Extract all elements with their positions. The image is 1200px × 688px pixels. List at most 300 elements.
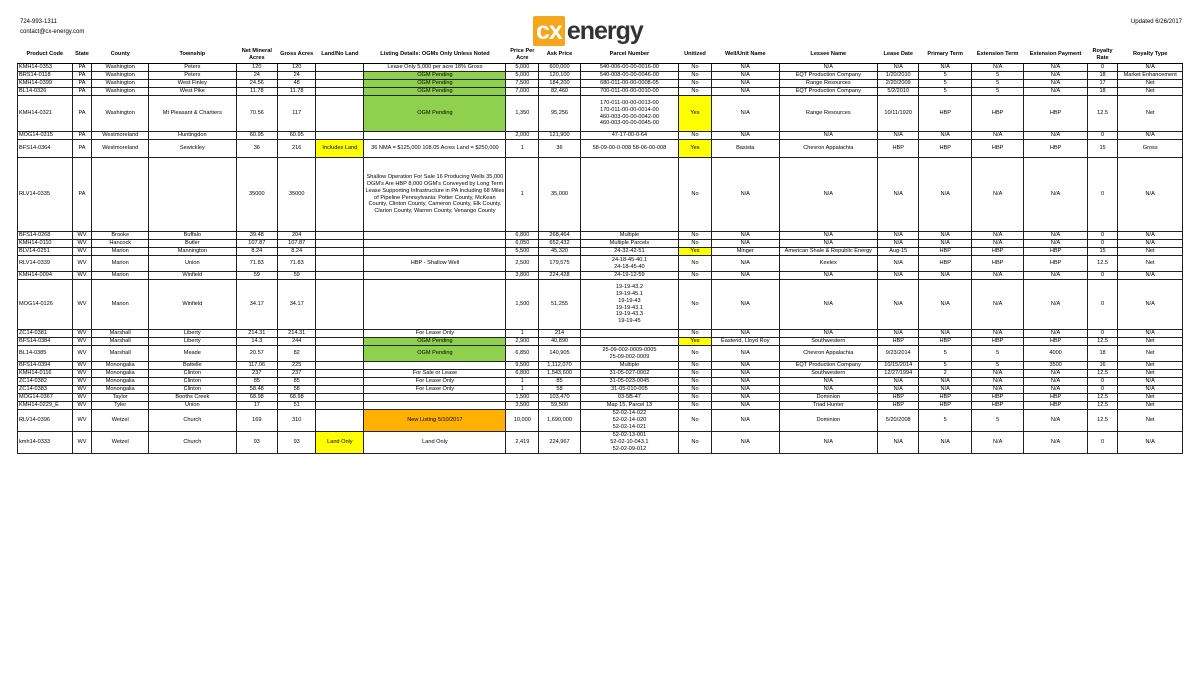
column-header: Township xyxy=(149,46,236,64)
table-cell: N/A xyxy=(1118,158,1183,232)
table-cell: Sewickley xyxy=(149,140,236,158)
table-cell: N/A xyxy=(877,378,919,386)
table-cell: N/A xyxy=(1118,378,1183,386)
table-cell: Yes xyxy=(679,338,712,346)
table-cell: Church xyxy=(149,432,236,454)
table-cell: N/A xyxy=(919,378,971,386)
table-cell: N/A xyxy=(711,410,779,432)
column-header: State xyxy=(72,46,92,64)
table-cell xyxy=(316,64,364,72)
table-cell: BRS14-0118 xyxy=(18,72,73,80)
table-cell: WV xyxy=(72,232,92,240)
table-cell xyxy=(316,346,364,362)
table-cell: N/A xyxy=(711,346,779,362)
table-cell: RLV14-0339 xyxy=(18,256,73,272)
column-header: Lease Date xyxy=(877,46,919,64)
table-cell: WV xyxy=(72,370,92,378)
table-cell: Monongalia xyxy=(92,378,149,386)
table-cell: HBP xyxy=(971,248,1023,256)
table-cell xyxy=(149,158,236,232)
table-cell: 5 xyxy=(919,362,971,370)
table-cell: N/A xyxy=(1024,80,1087,88)
table-cell: 0 xyxy=(1087,240,1118,248)
table-cell: N/A xyxy=(971,280,1023,330)
column-header: Gross Acres xyxy=(278,46,316,64)
table-cell: HBP xyxy=(919,394,971,402)
table-cell: N/A xyxy=(1024,88,1087,96)
table-cell: N/A xyxy=(919,386,971,394)
table-cell: 5 xyxy=(971,346,1023,362)
table-cell: Dominion xyxy=(779,410,877,432)
table-cell: 60.95 xyxy=(278,132,316,140)
table-cell: 3500 xyxy=(1024,362,1087,370)
column-header: Royalty Type xyxy=(1118,46,1183,64)
table-cell: N/A xyxy=(971,64,1023,72)
table-cell: N/A xyxy=(877,232,919,240)
table-cell: Brooke xyxy=(92,232,149,240)
table-cell: HBP xyxy=(971,402,1023,410)
table-cell xyxy=(316,410,364,432)
table-cell: 2,000 xyxy=(506,132,539,140)
table-cell: Land Only xyxy=(364,432,506,454)
table-row xyxy=(18,140,1183,158)
table-cell: 10,000 xyxy=(506,410,539,432)
table-cell: N/A xyxy=(779,432,877,454)
table-cell: OGM Pending xyxy=(364,96,506,132)
table-cell: BLV14-0251 xyxy=(18,248,73,256)
table-cell xyxy=(364,240,506,248)
table-cell: N/A xyxy=(971,330,1023,338)
table-body xyxy=(18,64,1183,454)
table-cell xyxy=(364,402,506,410)
table-cell: WV xyxy=(72,402,92,410)
table-cell: WV xyxy=(72,432,92,454)
table-cell: N/A xyxy=(1024,378,1087,386)
table-cell: N/A xyxy=(877,330,919,338)
updated-date: Updated 6/26/2017 xyxy=(1130,19,1182,25)
table-cell: 2,900 xyxy=(506,338,539,346)
table-cell: 1 xyxy=(506,330,539,338)
table-cell: Net xyxy=(1118,362,1183,370)
table-cell: West Pike xyxy=(149,88,236,96)
table-cell: 6,800 xyxy=(506,370,539,378)
table-cell: WV xyxy=(72,330,92,338)
table-cell: N/A xyxy=(711,80,779,88)
table-row xyxy=(18,362,1183,370)
table-cell: 5,000 xyxy=(506,72,539,80)
table-cell xyxy=(316,272,364,280)
table-cell: For Lease Only xyxy=(364,330,506,338)
table-row xyxy=(18,410,1183,432)
table-cell: Aug-15 xyxy=(877,248,919,256)
table-cell xyxy=(580,330,678,338)
table-cell: N/A xyxy=(1118,240,1183,248)
table-cell: Church xyxy=(149,410,236,432)
table-cell: 52-02-13-001 52-02-10-043.1 52-02-09-012 xyxy=(580,432,678,454)
table-header-row xyxy=(18,46,1183,64)
table-cell: RLV14-0335 xyxy=(18,158,73,232)
table-cell: Washington xyxy=(92,72,149,80)
table-cell: MOG14-0315 xyxy=(18,132,73,140)
table-cell: 24.56 xyxy=(236,80,278,88)
table-cell: N/A xyxy=(711,64,779,72)
table-cell: 8.24 xyxy=(278,248,316,256)
table-cell: PA xyxy=(72,140,92,158)
table-cell: Includes Land xyxy=(316,140,364,158)
table-cell: Gross xyxy=(1118,140,1183,158)
table-cell: HBP xyxy=(877,338,919,346)
table-cell xyxy=(316,394,364,402)
table-cell: N/A xyxy=(877,64,919,72)
table-cell: PA xyxy=(72,132,92,140)
table-cell: HBP xyxy=(1024,402,1087,410)
column-header: Ask Price xyxy=(539,46,581,64)
table-cell: WV xyxy=(72,346,92,362)
table-cell: N/A xyxy=(1024,132,1087,140)
table-cell: HBP xyxy=(877,402,919,410)
table-cell: 0 xyxy=(1087,280,1118,330)
table-cell: 169 xyxy=(236,410,278,432)
table-cell: 52-02-14-022 52-02-14-020 52-02-14-021 xyxy=(580,410,678,432)
table-cell: N/A xyxy=(779,330,877,338)
table-cell: 5 xyxy=(971,88,1023,96)
table-row xyxy=(18,232,1183,240)
column-header: Extension Payment xyxy=(1024,46,1087,64)
table-cell: Keelex xyxy=(779,256,877,272)
table-cell xyxy=(316,330,364,338)
table-cell: 59 xyxy=(278,272,316,280)
table-cell: 36 xyxy=(539,140,581,158)
table-cell: 216 xyxy=(278,140,316,158)
table-cell: 0 xyxy=(1087,378,1118,386)
table-cell: HBP xyxy=(1024,256,1087,272)
table-cell: KMH14-0110 xyxy=(18,240,73,248)
table-cell: Marion xyxy=(92,248,149,256)
table-cell: 45,320 xyxy=(539,248,581,256)
table-cell: 117 xyxy=(278,96,316,132)
table-cell: Clinton xyxy=(149,378,236,386)
table-cell: 214.31 xyxy=(236,330,278,338)
table-row xyxy=(18,88,1183,96)
table-cell: Range Resources xyxy=(779,96,877,132)
table-cell: Liberty xyxy=(149,330,236,338)
column-header: Land/No Land xyxy=(316,46,364,64)
table-cell: Mannington xyxy=(149,248,236,256)
table-cell: New Listing 5/10/2017 xyxy=(364,410,506,432)
table-cell: Westmoreland xyxy=(92,140,149,158)
table-cell: 5 xyxy=(919,80,971,88)
table-cell: 0 xyxy=(1087,132,1118,140)
table-cell: HBP xyxy=(877,394,919,402)
table-row xyxy=(18,346,1183,362)
table-cell: 36 NMA = $125,000 108.05 Acres Land = $250,000 xyxy=(364,140,506,158)
table-cell: 2,419 xyxy=(506,432,539,454)
table-cell: 10/11/1920 xyxy=(877,96,919,132)
table-cell: 540-008-00-00-0046-00 xyxy=(580,72,678,80)
table-cell: N/A xyxy=(711,330,779,338)
table-cell: 18 xyxy=(1087,72,1118,80)
table-cell: EQT Production Company xyxy=(779,362,877,370)
table-row xyxy=(18,330,1183,338)
table-cell: Chevron Appalachia xyxy=(779,346,877,362)
table-cell: 34.17 xyxy=(278,280,316,330)
table-cell: Peters xyxy=(149,64,236,72)
table-cell: Easterid, Lloyd Roy xyxy=(711,338,779,346)
table-cell: 1/20/2010 xyxy=(877,72,919,80)
table-cell: 58 xyxy=(539,386,581,394)
table-cell: 0 xyxy=(1087,64,1118,72)
table-cell: 24-18-45-40.1 24-18-45-40 xyxy=(580,256,678,272)
table-cell: 10/15/2014 xyxy=(877,362,919,370)
table-cell: Clinton xyxy=(149,386,236,394)
table-cell: Washington xyxy=(92,80,149,88)
table-cell: 214 xyxy=(539,330,581,338)
table-cell: N/A xyxy=(971,386,1023,394)
table-cell: 11.78 xyxy=(236,88,278,96)
table-cell: 268,464 xyxy=(539,232,581,240)
table-cell: 600,000 xyxy=(539,64,581,72)
table-cell: 7,500 xyxy=(506,80,539,88)
table-cell: 11.78 xyxy=(278,88,316,96)
table-cell: Buffalo xyxy=(149,232,236,240)
table-cell xyxy=(316,386,364,394)
table-cell: Basista xyxy=(711,140,779,158)
table-cell: For Lease Only xyxy=(364,378,506,386)
table-cell: Hancock xyxy=(92,240,149,248)
table-cell: PA xyxy=(72,80,92,88)
table-cell: Net xyxy=(1118,96,1183,132)
table-cell: N/A xyxy=(711,370,779,378)
table-cell: WV xyxy=(72,338,92,346)
table-cell: 214.31 xyxy=(278,330,316,338)
table-cell: 31-05-027-0002 xyxy=(580,370,678,378)
table-cell xyxy=(316,256,364,272)
table-cell: Marion xyxy=(92,272,149,280)
table-cell: Wetzel xyxy=(92,432,149,454)
cx-energy-logo xyxy=(533,14,663,48)
table-cell: 5 xyxy=(971,72,1023,80)
table-cell: 20.57 xyxy=(236,346,278,362)
table-cell: Range Resources xyxy=(779,80,877,88)
table-cell: N/A xyxy=(1024,272,1087,280)
table-cell: N/A xyxy=(779,232,877,240)
table-cell: 5,000 xyxy=(506,64,539,72)
table-cell: Marion xyxy=(92,256,149,272)
table-cell: Chevron Appalachia xyxy=(779,140,877,158)
table-cell: 121,900 xyxy=(539,132,581,140)
table-cell: 51 xyxy=(278,402,316,410)
table-cell: N/A xyxy=(971,378,1023,386)
table-cell: OGM Pending xyxy=(364,80,506,88)
table-cell: 8.24 xyxy=(236,248,278,256)
table-cell: Marshall xyxy=(92,338,149,346)
table-cell: PA xyxy=(72,64,92,72)
table-cell: Meade xyxy=(149,346,236,362)
table-cell: 224,428 xyxy=(539,272,581,280)
table-cell: EQT Production Company xyxy=(779,88,877,96)
table-cell: 2,500 xyxy=(506,256,539,272)
table-cell: N/A xyxy=(711,240,779,248)
table-cell: 58 xyxy=(278,386,316,394)
table-cell: N/A xyxy=(779,386,877,394)
column-header: Well/Unit Name xyxy=(711,46,779,64)
table-cell: 5 xyxy=(919,72,971,80)
table-cell: 51,255 xyxy=(539,280,581,330)
table-cell: N/A xyxy=(711,394,779,402)
table-cell: N/A xyxy=(711,362,779,370)
table-cell: HBP xyxy=(919,338,971,346)
column-header: Lessee Name xyxy=(779,46,877,64)
table-cell: No xyxy=(679,256,712,272)
table-cell xyxy=(364,280,506,330)
table-cell: N/A xyxy=(711,378,779,386)
table-cell: N/A xyxy=(971,272,1023,280)
table-cell: 1,543,600 xyxy=(539,370,581,378)
table-cell: HBP xyxy=(1024,96,1087,132)
table-cell: 4000 xyxy=(1024,346,1087,362)
table-cell: HBP xyxy=(877,140,919,158)
table-cell: 17 xyxy=(1087,80,1118,88)
table-cell: BL14-0326 xyxy=(18,88,73,96)
table-cell: 47-17-00-0-64 xyxy=(580,132,678,140)
table-cell xyxy=(316,338,364,346)
table-cell: N/A xyxy=(779,378,877,386)
table-cell: 1 xyxy=(506,158,539,232)
table-cell: Net xyxy=(1118,80,1183,88)
logo-energy: energy xyxy=(566,16,643,45)
table-cell: Liberty xyxy=(149,338,236,346)
table-cell xyxy=(316,158,364,232)
table-cell: N/A xyxy=(971,232,1023,240)
table-cell: No xyxy=(679,362,712,370)
table-cell: No xyxy=(679,272,712,280)
table-cell: 680-011-00-00-0008-05 xyxy=(580,80,678,88)
table-cell: 5 xyxy=(971,80,1023,88)
table-cell: 0 xyxy=(1087,330,1118,338)
table-cell: Multiple xyxy=(580,232,678,240)
table-cell: 03-5B-47 xyxy=(580,394,678,402)
table-cell: Net xyxy=(1118,248,1183,256)
table-cell: WV xyxy=(72,248,92,256)
table-cell: 18 xyxy=(1087,346,1118,362)
table-cell xyxy=(316,80,364,88)
table-cell: American Shale & Republic Energy xyxy=(779,248,877,256)
column-header: County xyxy=(92,46,149,64)
table-cell: N/A xyxy=(877,386,919,394)
table-cell: WV xyxy=(72,394,92,402)
table-cell: N/A xyxy=(971,432,1023,454)
table-cell xyxy=(364,362,506,370)
table-cell: N/A xyxy=(711,256,779,272)
table-cell: PA xyxy=(72,158,92,232)
table-cell: 31-05-010-005 xyxy=(580,386,678,394)
table-cell: 85 xyxy=(539,378,581,386)
table-cell: 3,800 xyxy=(506,272,539,280)
table-cell: 58.48 xyxy=(236,386,278,394)
table-cell: KMH14-0116 xyxy=(18,370,73,378)
table-cell: 5 xyxy=(919,410,971,432)
table-cell: WV xyxy=(72,256,92,272)
table-cell: HBP xyxy=(919,402,971,410)
table-cell: 16 xyxy=(1087,362,1118,370)
table-cell: 93 xyxy=(236,432,278,454)
table-cell: 237 xyxy=(278,370,316,378)
table-cell: 244 xyxy=(278,338,316,346)
table-cell: 9/23/2014 xyxy=(877,346,919,362)
table-row xyxy=(18,132,1183,140)
table-cell: 24 xyxy=(236,72,278,80)
table-cell: 36 xyxy=(236,140,278,158)
table-cell: 170-011-00-00-0013-00 170-011-00-00-0014-00 460-003-00-00-0042-00 460-003-00-00-0045-00 xyxy=(580,96,678,132)
table-cell: 5/20/2008 xyxy=(877,410,919,432)
table-cell: 0 xyxy=(1087,272,1118,280)
table-cell: 31-05-023-0045 xyxy=(580,378,678,386)
table-cell: 140,905 xyxy=(539,346,581,362)
table-cell: PA xyxy=(72,88,92,96)
table-cell: 82 xyxy=(278,346,316,362)
table-cell: 93 xyxy=(278,432,316,454)
table-cell: No xyxy=(679,132,712,140)
table-cell: 18 xyxy=(1087,88,1118,96)
table-cell: 5/2/2010 xyxy=(877,88,919,96)
column-header: Primary Term xyxy=(919,46,971,64)
table-cell: N/A xyxy=(779,158,877,232)
table-cell: Marion xyxy=(92,280,149,330)
table-cell: ZC14-0381 xyxy=(18,330,73,338)
table-cell: 179,575 xyxy=(539,256,581,272)
table-cell: Marshall xyxy=(92,346,149,362)
table-cell: BFS14-0268 xyxy=(18,232,73,240)
table-cell: 5,500 xyxy=(506,248,539,256)
table-cell: N/A xyxy=(877,158,919,232)
table-cell: 12.5 xyxy=(1087,402,1118,410)
column-header: Net Mineral Acres xyxy=(236,46,278,64)
table-cell: WV xyxy=(72,362,92,370)
table-cell: 107.87 xyxy=(278,240,316,248)
table-cell: Dominion xyxy=(779,394,877,402)
table-cell: Clinton xyxy=(149,370,236,378)
table-cell: 35,000 xyxy=(539,158,581,232)
table-cell: N/A xyxy=(711,272,779,280)
table-cell: 19-19-43.2 19-19-45.1 19-19-43 19-19-43.1 19-19-43.3 19-19-45 xyxy=(580,280,678,330)
table-cell: N/A xyxy=(711,158,779,232)
table-cell: WV xyxy=(72,280,92,330)
table-cell: No xyxy=(679,346,712,362)
table-cell: 540-006-00-00-0016-00 xyxy=(580,64,678,72)
table-cell: 652,432 xyxy=(539,240,581,248)
table-cell xyxy=(364,394,506,402)
table-cell: Market Enhancement xyxy=(1118,72,1183,80)
table-cell: 17 xyxy=(236,402,278,410)
table-cell: 1,500 xyxy=(506,394,539,402)
table-row xyxy=(18,394,1183,402)
table-cell: Union xyxy=(149,256,236,272)
table-row xyxy=(18,240,1183,248)
table-cell: Mt Pleasant & Chartiers xyxy=(149,96,236,132)
table-cell: BL14-0385 xyxy=(18,346,73,362)
table-cell: 1 xyxy=(506,386,539,394)
table-cell: 1,690,000 xyxy=(539,410,581,432)
table-cell: N/A xyxy=(1118,330,1183,338)
table-cell: N/A xyxy=(1024,410,1087,432)
table-cell: 95,256 xyxy=(539,96,581,132)
table-cell: Net xyxy=(1118,394,1183,402)
table-cell: N/A xyxy=(1024,330,1087,338)
table-row xyxy=(18,80,1183,88)
table-cell: Winfield xyxy=(149,272,236,280)
table-cell: OGM Pending xyxy=(364,346,506,362)
table-cell: 14.3 xyxy=(236,338,278,346)
